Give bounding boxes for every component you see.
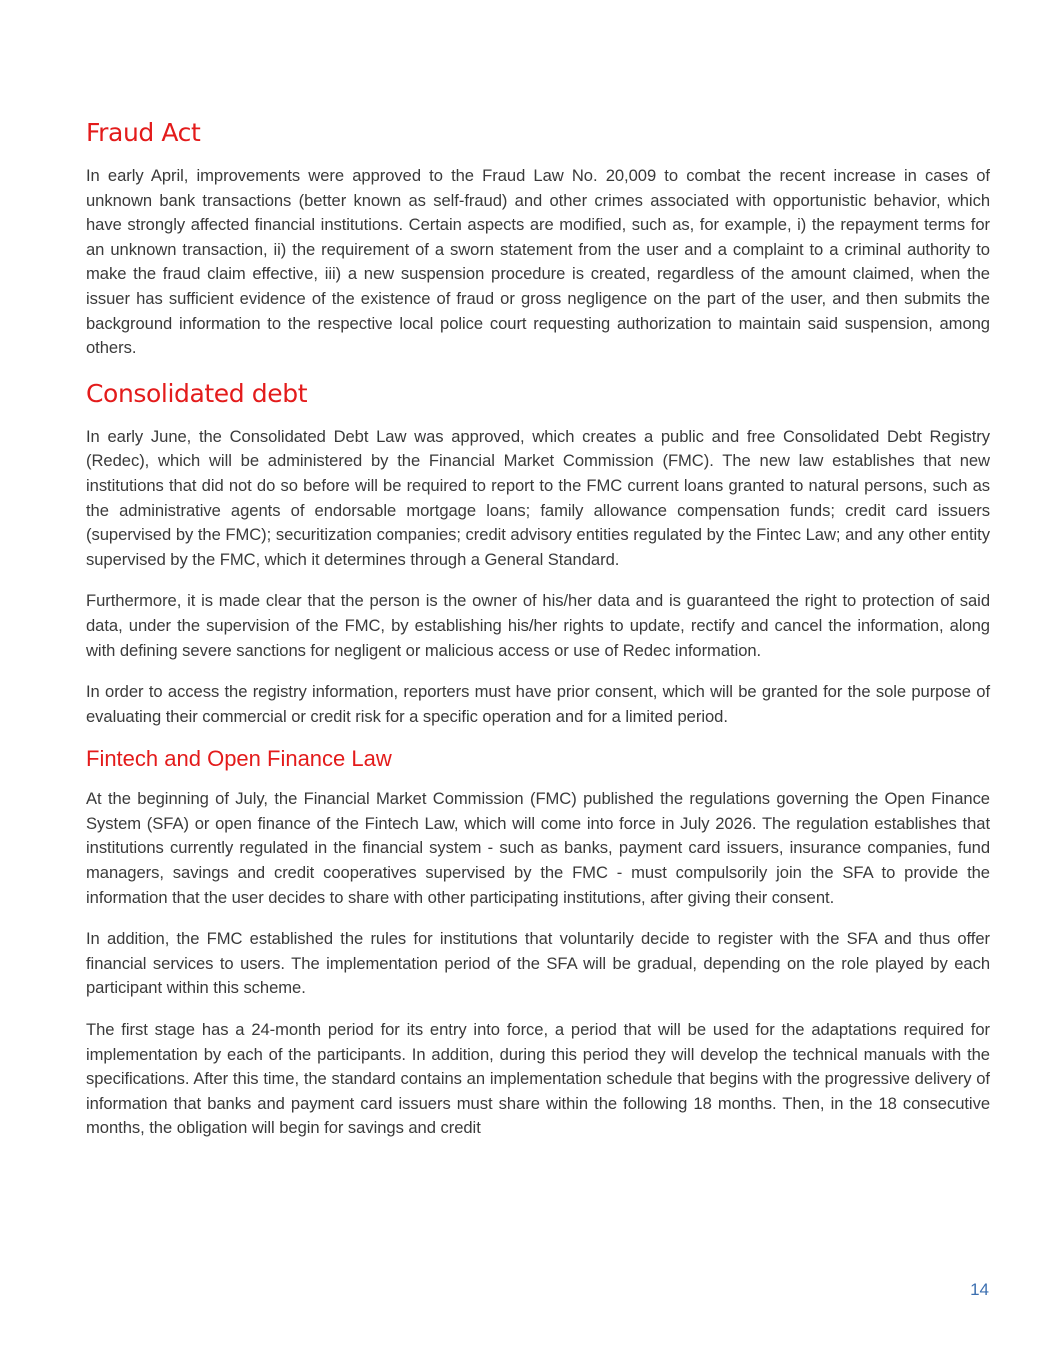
section-heading-fraud-act: Fraud Act (86, 118, 201, 147)
section-consolidated-debt (86, 375, 990, 730)
section-heading-fintech-open-finance: Fintech and Open Finance Law (86, 746, 392, 772)
paragraph-fraud-act-1: In early April, improvements were approved to the Fraud Law No. 20,009 to combat the recent increase in cases of unknown bank transactions (better known as self-fraud) and other crimes associated with opportunistic behavior, which have strongly affected financial institutions. Certain aspects are modified, such as, for example, i) the repayment terms for an unknown transaction, ii) the requirement of a sworn statement from the user and a complaint to a criminal authority to make the fraud claim effective, iii) a new suspension procedure is created, regardless of the amount claimed, when the issuer has sufficient evidence of the existence of fraud or gross negligence on the part of the user, and then submits the background information to the respective local police court requesting authorization to maintain said suspension, among others. (86, 166, 990, 358)
paragraph-fintech-2: In addition, the FMC established the rules for institutions that voluntarily decide to register with the SFA and thus offer financial services to users. The implementation period of the SFA will be gradual, depending on the role played by each participant within this scheme. (86, 929, 990, 998)
paragraph-consolidated-debt-3: In order to access the registry information, reporters must have prior consent, which will be granted for the sole purpose of evaluating their commercial or credit risk for a specific operation and for a limited period. (86, 682, 990, 726)
paragraph-consolidated-debt-2: Furthermore, it is made clear that the person is the owner of his/her data and is guaranteed the right to protection of said data, under the supervision of the FMC, by establishing his/her rights to update, rectify and cancel the information, along with defining severe sanctions for negligent or malicious access or use of Redec information. (86, 591, 990, 660)
section-fintech-open-finance (86, 743, 990, 1141)
document-body (86, 114, 990, 1141)
paragraph-fintech-1: At the beginning of July, the Financial Market Commission (FMC) published the regulations governing the Open Finance System (SFA) or open finance of the Fintech Law, which will come into force in July 2026. The regulation establishes that institutions currently regulated in the financial system - such as banks, payment card issuers, insurance companies, fund managers, savings and credit cooperatives supervised by the FMC - must compulsorily join the SFA to provide the information that the user decides to share with other participating institutions, after giving their consent. (86, 789, 990, 907)
section-heading-consolidated-debt: Consolidated debt (86, 378, 308, 408)
page-number: 14 (970, 1280, 989, 1299)
section-fraud-act (86, 114, 990, 361)
paragraph-consolidated-debt-1: In early June, the Consolidated Debt Law was approved, which creates a public and free Consolidated Debt Registry (Redec), which will be administered by the Financial Market Commission (FMC). The new law establishes that new institutions that did not do so before will be required to report to the FMC current loans granted to natural persons, such as the administrative agents of endorsable mortgage loans; family allowance compensation funds; credit card issuers (supervised by the FMC); securitization companies; credit advisory entities regulated by the Fintec Law; and any other entity supervised by the FMC, which it determines through a General Standard. (86, 426, 990, 569)
paragraph-fintech-3: The first stage has a 24-month period for its entry into force, a period that will be used for the adaptations required for implementation by each of the participants. In addition, during this period they will develop the technical manuals with the specifications. After this time, the standard contains an implementation schedule that begins with the progressive delivery of information that banks and payment card issuers must share within the following 18 months. Then, in the 18 consecutive months, the obligation will begin for savings and credit (86, 1020, 990, 1138)
